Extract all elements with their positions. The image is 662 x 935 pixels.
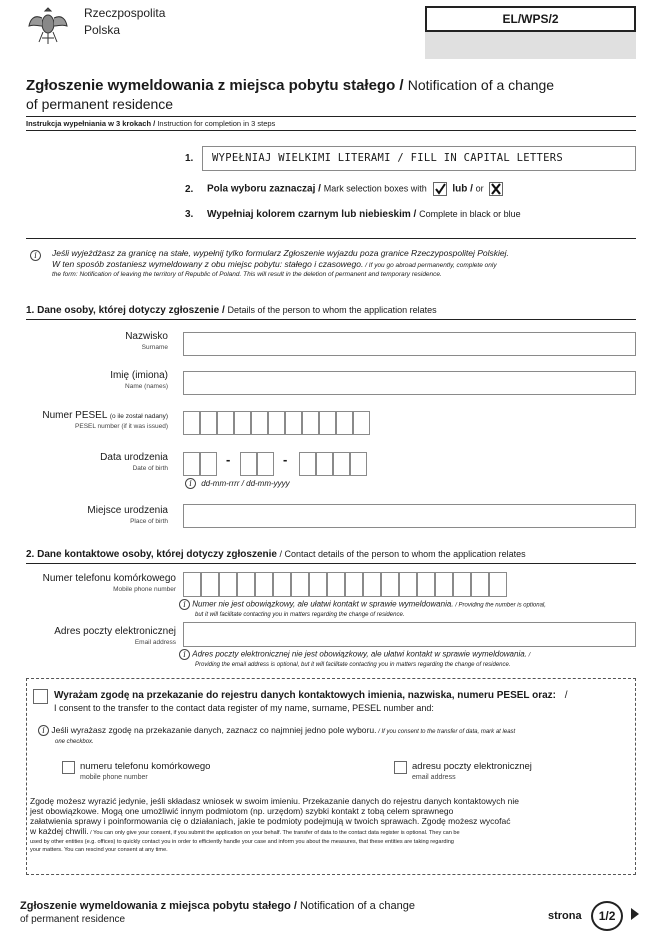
title-divider xyxy=(26,116,636,117)
consent-main-checkbox[interactable] xyxy=(33,689,48,704)
dob-label-en: Date of birth xyxy=(132,465,168,472)
consent-hint-pl: Jeśli wyrażasz zgodę na przekazanie danych, zaznacz co najmniej jedno pole wyboru. xyxy=(51,725,377,735)
pob-field[interactable] xyxy=(183,504,636,528)
page-number: 1/2 xyxy=(598,909,616,923)
consent-main-en: I consent to the transfer to the contact data register of my name, surname, PESEL number and: xyxy=(54,703,434,713)
consent-phone-pl: numeru telefonu komórkowego xyxy=(80,761,211,772)
phone-cell[interactable] xyxy=(255,572,273,597)
poland-emblem xyxy=(26,4,70,48)
phone-cell[interactable] xyxy=(453,572,471,597)
step-3 xyxy=(185,209,521,220)
dob-year-cell[interactable] xyxy=(333,452,350,476)
phone-cell[interactable] xyxy=(471,572,489,597)
names-label xyxy=(110,370,168,390)
email-note-en-1: / xyxy=(526,652,531,659)
consent-phone-option xyxy=(80,761,210,781)
phone-note xyxy=(179,599,639,620)
consent-para-en-3: your matters. You can rescind your consent at any time. xyxy=(30,847,168,853)
surname-label-pl: Nazwisko xyxy=(125,331,168,342)
dob-format: dd-mm-rrrr / dd-mm-yyyy xyxy=(201,478,290,488)
pesel-cell[interactable] xyxy=(302,411,319,435)
phone-cell[interactable] xyxy=(399,572,417,597)
step-2-number: 2. xyxy=(185,183,194,195)
country-line-2: Polska xyxy=(84,23,121,37)
email-label-en: Email address xyxy=(134,639,176,646)
instructions-divider xyxy=(26,130,636,131)
section-1-heading xyxy=(26,305,437,316)
footer-title-pl: Zgłoszenie wymeldowania z miejsca pobytu stałego / xyxy=(20,900,300,912)
consent-phone-en: mobile phone number xyxy=(80,774,148,781)
phone-cell[interactable] xyxy=(327,572,345,597)
pob-label-pl: Miejsce urodzenia xyxy=(87,505,168,516)
phone-cell[interactable] xyxy=(489,572,507,597)
country-line-1: Rzeczpospolita xyxy=(84,6,166,20)
page-indicator xyxy=(548,901,639,931)
phone-cell[interactable] xyxy=(237,572,255,597)
step-3-pl: Wypełniaj kolorem czarnym lub niebieskim / xyxy=(207,209,420,220)
phone-cell[interactable] xyxy=(309,572,327,597)
phone-cell[interactable] xyxy=(435,572,453,597)
page-title-en-2: of permanent residence xyxy=(26,96,174,112)
section-2-heading-en: / Contact details of the person to whom the application relates xyxy=(277,549,526,559)
notice-info-icon xyxy=(30,247,41,265)
section-2-heading xyxy=(26,549,526,560)
step-2 xyxy=(185,182,503,196)
phone-label-pl: Numer telefonu komórkowego xyxy=(42,573,176,584)
form-code: EL/WPS/2 xyxy=(502,12,559,26)
email-label-pl: Adres poczty elektronicznej xyxy=(54,626,176,637)
consent-para-en-2: used by other entities (e.g. offices) to quickly contact you in order to efficiently handle your case and inform you about the measures, that these entities are taking regarding xyxy=(30,839,454,845)
checkmark-icon xyxy=(433,182,447,196)
pesel-cell[interactable] xyxy=(319,411,336,435)
notice-line-2: W ten sposób zostaniesz wymeldowany z obu miejsc pobytu: stałego i czasowego. xyxy=(52,259,364,269)
consent-email-checkbox[interactable] xyxy=(394,761,407,774)
notice-line-1: Jeśli wyjeżdżasz za granicę na stałe, wypełnij tylko formularz Zgłoszenie wyjazdu poza granice Rzeczypospolitej Polskiej. xyxy=(52,248,509,258)
phone-cell[interactable] xyxy=(273,572,291,597)
office-use-box xyxy=(425,32,636,59)
footer-title-en-2: of permanent residence xyxy=(20,914,126,925)
consent-email-en: email address xyxy=(412,774,456,781)
page-number-badge xyxy=(591,901,623,931)
surname-field[interactable] xyxy=(183,332,636,356)
pesel-label-pl-note: (o ile został nadany) xyxy=(109,413,168,420)
section-2-divider xyxy=(26,563,636,564)
consent-email-option xyxy=(412,761,532,781)
step-3-en: Complete in black or blue xyxy=(419,209,521,219)
phone-cell[interactable] xyxy=(219,572,237,597)
pesel-cell[interactable] xyxy=(234,411,251,435)
step-2-en: Mark selection boxes with xyxy=(323,183,427,194)
step-1-number: 1. xyxy=(185,153,194,164)
phone-note-en-1: / Providing the number is optional, xyxy=(453,602,546,609)
consent-main-pl: Wyrażam zgodę na przekazanie do rejestru danych kontaktowych imienia, nazwiska, numeru PESEL oraz: xyxy=(54,690,557,701)
instructions-end-divider xyxy=(26,238,636,239)
consent-hint-en-2: one checkbox. xyxy=(55,739,94,745)
phone-label xyxy=(43,573,176,593)
consent-paragraph xyxy=(30,796,634,854)
next-page-arrow-icon[interactable] xyxy=(630,907,639,925)
country-name xyxy=(84,5,165,39)
info-icon: i xyxy=(38,725,49,736)
notice-text xyxy=(52,248,632,279)
phone-note-en-2: but it will facilitate contacting you in matters regarding the change of residence. xyxy=(195,611,405,618)
step-2-or-pl: lub / xyxy=(452,183,476,195)
consent-email-pl: adresu poczty elektronicznej xyxy=(412,761,532,772)
pesel-cell[interactable] xyxy=(268,411,285,435)
page-title-en-1: Notification of a change xyxy=(407,77,555,93)
consent-para-pl-4: w każdej chwili. xyxy=(30,826,89,836)
email-note-pl: Adres poczty elektronicznej nie jest obowiązkowy, ale ułatwi kontakt w sprawie wymeldowania. xyxy=(192,649,527,659)
consent-phone-checkbox[interactable] xyxy=(62,761,75,774)
phone-cell[interactable] xyxy=(291,572,309,597)
consent-para-pl-3: załatwienia sprawy i poinformowania cię o działaniach, jakie te podmioty podejmują w twoich sprawach. Zgodę możesz wycofać xyxy=(30,816,511,826)
dob-month-cell[interactable] xyxy=(240,452,257,476)
dob-day-cell[interactable] xyxy=(200,452,217,476)
names-label-pl: Imię (imiona) xyxy=(110,370,168,381)
pesel-label xyxy=(42,410,168,430)
instructions-heading xyxy=(26,119,275,128)
consent-main xyxy=(54,689,629,715)
consent-hint xyxy=(38,725,628,747)
dob-year-cell[interactable] xyxy=(350,452,367,476)
pesel-cell[interactable] xyxy=(251,411,268,435)
info-icon: i xyxy=(30,250,41,261)
phone-label-en: Mobile phone number xyxy=(113,586,176,593)
instructions-heading-en: Instruction for completion in 3 steps xyxy=(157,119,276,128)
info-icon: i xyxy=(179,599,190,610)
consent-para-pl-2: jest obowiązkowe. Mogą one umożliwić innym podmiotom (np. urzędom) szybki kontakt z tobą celem sprawnego xyxy=(30,806,454,816)
info-icon: i xyxy=(179,649,190,660)
footer-title xyxy=(20,900,415,926)
consent-para-en-1: / You can only give your consent, if you submit the application on your behalf. The transfer of data to the contact data register is optional. They can be xyxy=(88,830,460,836)
pesel-cell[interactable] xyxy=(217,411,234,435)
email-note-en-2: Providing the email address is optional, but it will facilitate contacting you in matters regarding the change of residence. xyxy=(195,661,511,668)
dob-year-cell[interactable] xyxy=(316,452,333,476)
dob-month-cell[interactable] xyxy=(257,452,274,476)
instructions-heading-pl: Instrukcja wypełniania w 3 krokach / xyxy=(26,119,158,128)
pesel-cell[interactable] xyxy=(183,411,200,435)
form-code-box xyxy=(425,6,636,32)
phone-cell[interactable] xyxy=(417,572,435,597)
dob-separator-2: - xyxy=(283,452,288,467)
notice-line-3-en: the form: Notification of leaving the territory of Republic of Poland. This will result in the deletion of permanent and temporary residence. xyxy=(52,271,442,278)
surname-label-en: Surname xyxy=(141,344,168,351)
pesel-label-en: PESEL number (if it was issued) xyxy=(75,423,168,430)
dob-day-cell[interactable] xyxy=(183,452,200,476)
info-icon: i xyxy=(185,478,196,489)
section-1-heading-en: Details of the person to whom the application relates xyxy=(227,305,437,315)
dob-label xyxy=(100,452,168,472)
names-field[interactable] xyxy=(183,371,636,395)
notice-line-2-en: / If you go abroad permanently, complete only xyxy=(363,262,497,269)
eagle-emblem-icon xyxy=(26,4,70,48)
section-1-heading-pl: 1. Dane osoby, której dotyczy zgłoszenie / xyxy=(26,305,228,316)
dob-label-pl: Data urodzenia xyxy=(100,452,168,463)
phone-cell[interactable] xyxy=(183,572,201,597)
phone-cell[interactable] xyxy=(201,572,219,597)
pesel-label-pl: Numer PESEL xyxy=(42,410,108,421)
step-1-text: WYPEŁNIAJ WIELKIMI LITERAMI / FILL IN CAPITAL LETTERS xyxy=(212,152,563,164)
phone-cell[interactable] xyxy=(363,572,381,597)
email-note xyxy=(179,649,639,670)
consent-para-pl-1: Zgodę możesz wyrazić jedynie, jeśli składasz wniosek w swoim imieniu. Przekazanie danych do rejestru danych kontaktowych nie xyxy=(30,796,519,806)
pesel-cell[interactable] xyxy=(353,411,370,435)
dob-format-hint xyxy=(185,478,290,489)
cross-mark-icon xyxy=(489,182,503,196)
step-3-number: 3. xyxy=(185,209,194,220)
email-field[interactable] xyxy=(183,622,636,647)
page-label: strona xyxy=(548,910,582,922)
page-title xyxy=(26,76,626,114)
surname-label xyxy=(125,331,168,351)
step-2-pl: Pola wyboru zaznaczaj / xyxy=(207,183,324,195)
consent-main-slash: / xyxy=(564,690,568,701)
step-2-or-en: or xyxy=(475,183,484,194)
names-label-en: Name (names) xyxy=(125,383,168,390)
section-2-heading-pl: 2. Dane kontaktowe osoby, której dotyczy zgłoszenie xyxy=(26,549,277,560)
pesel-cell[interactable] xyxy=(285,411,302,435)
pesel-cell[interactable] xyxy=(336,411,353,435)
pob-label-en: Place of birth xyxy=(130,518,168,525)
dob-year-cell[interactable] xyxy=(299,452,316,476)
footer-title-en-1: Notification of a change xyxy=(299,900,415,912)
pesel-cell[interactable] xyxy=(200,411,217,435)
page-title-pl: Zgłoszenie wymeldowania z miejsca pobytu stałego / xyxy=(26,77,408,94)
step-1-example-box xyxy=(202,146,636,171)
pob-label xyxy=(87,505,168,525)
dob-separator-1: - xyxy=(226,452,231,467)
email-label xyxy=(54,626,176,646)
phone-cell[interactable] xyxy=(381,572,399,597)
phone-note-pl: Numer nie jest obowiązkowy, ale ułatwi kontakt w sprawie wymeldowania. xyxy=(192,599,454,609)
phone-cell[interactable] xyxy=(345,572,363,597)
consent-hint-en-1: / If you consent to the transfer of data, mark at least xyxy=(376,729,516,735)
section-1-divider xyxy=(26,319,636,320)
